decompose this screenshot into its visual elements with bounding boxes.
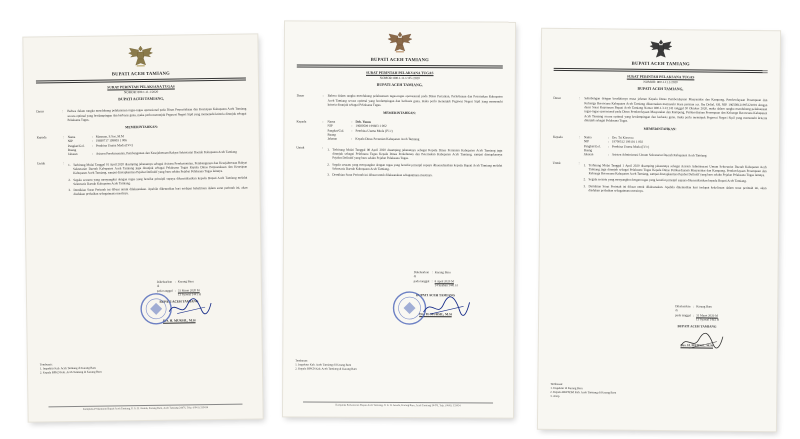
tembusan-list: Tembusan: 1. Inspektur Kab. Aceh Tamiang di Karang Baru 2. Kepala BPKD Kab. Aceh Tamiang di Karang Baru — [295, 358, 357, 371]
list-item: 2. Segala sesuatu yang menyangkut dengan tugas yang bersifat prinsipil supaya dikonsultasikan kepada Bupati Aceh Tamiang melalui Sekretaris Daerah Kabupaten Aceh Tamiang. — [68, 175, 248, 186]
field-jabatan: Jabatan : Kepala Dinas Pertanian Kabupaten Aceh Tamiang — [327, 136, 420, 142]
dasar-text: Sehubungan dengan berakhirnya masa jabatan Kepala Dinas Pemberdayaan Masyarakat dan Kampung, Pemberdayaan Perempuan dan Keluarga Berencana Kabupaten Aceh Tamiang dikarenakan memasuki masa pensiun a.n. Ibu Delial, SH, NIP. 196508121995121001 dengan dasar Surat Keputusan Bupati Aceh Tamiang Nomor 800.1.3.1/1142 tanggal 30 Oktober 2020, maka dalam rangka mendukung pelaksanaan tugas-tugas operasional pada Dinas Pemberdayaan Masyarakat dan Kampung, Pemberdayaan Perempuan dan Keluarga Berencana Kabupaten Aceh Tamiang secara optimal yang berdampingan dan berbasis guna, maka perlu menunjuk Pegawai Negeri Sipil yang memenuhi kriteria ditunjuk sebagai Pelaksana Tugas. — [584, 96, 768, 123]
letter-footer: Kompleks Perkantoran Bupati Aceh Tamiang, Jl. Ir. H. Juanda, Karang Baru, Aceh Tamiang 24476, Telp. (0641) 333434 — [40, 403, 250, 411]
dasar-text: Bahwa dalam rangka mendukung pelaksanaan tugas-tugas operasional pada Dinas Perpustakaan dan Kearsipan Kabupaten Aceh Tamiang secara optimal yang berdampingan dan berbasis guna, maka perlu menunjuk Pegawai Negeri Sipil yang memenuhi kriteria ditunjuk sebagai Pelaksana Tugas. — [67, 107, 247, 123]
issue-place-date: Dikeluarkan di : Karang Baru pada tanggal : 31 Maret 2020 M 13 Syawal 1441 H BUPATI ACEH TAMIANG Drs. H. MURSIL, M.Si — [675, 304, 720, 348]
field-nip: NIP : 19700512 199101 1 002 — [583, 139, 644, 145]
dasar-label: Dasar — [553, 96, 561, 101]
dasar-text: Bahwa dalam rangka mendukung pelaksanaan tugas-tugas operasional pada Dinas Pertanian, Perkebunan dan Peternakan Kabupaten Aceh Tamiang secara optimal yang berdampingan dan berbasis guna, maka perlu menunjuk Pegawai Negeri Sipil yang memenuhi kriteria ditunjuk sebagai Pelaksana Tugas. — [327, 94, 503, 107]
list-item: 1. Terhitung Mulai Tanggal 08 April 2020 disamping jabatannya sebagai Kepala Dinas Pertanian Kabupaten Aceh Tamiang juga ditunjuk sebagai Pelaksana Tugas Kepala Dinas Perkebunan dan Peternakan Kabupaten Aceh Tamiang, sampai ditetapkannya Pejabat Definitif yang baru selaku Pejabat Pelaksana Tugas. — [327, 147, 503, 161]
dasar-label: Dasar — [296, 93, 305, 98]
memerintahkan-heading: MEMERINTAHKAN: — [383, 111, 417, 116]
untuk-label: Untuk — [296, 145, 305, 150]
signer-title: BUPATI ACEH TAMIANG — [159, 299, 199, 305]
letter-authority: BUPATI ACEH TAMIANG — [370, 56, 429, 63]
signer-name: Drs. H. MURSIL, M.Si — [419, 312, 452, 317]
letter-authority: BUPATI ACEH TAMIANG — [111, 70, 170, 77]
issue-place-date: Dikeluarkan di : Karang Baru pada tanggal : 8 April 2020 M 14 Syaban 1441 H BUPATI ACEH TAMIANG Drs. H. MURSIL, M.Si — [413, 270, 458, 317]
issuer-heading: BUPATI ACEH TAMIANG, — [637, 87, 684, 92]
header-rule — [297, 65, 503, 69]
tembusan-list: Tembusan: 1. Inspektur di Karang Baru 2. Kepala BKPSDM Kab. Aceh Tamiang di Karang Baru 3. Arsip — [550, 381, 617, 398]
kepada-label: Kepada — [296, 119, 307, 124]
garuda-emblem-icon — [387, 30, 413, 54]
header-rule — [554, 68, 768, 73]
memerintahkan-heading: MEMERINTAHKAN: — [643, 127, 677, 132]
signer-name: Drs. H. MURSIL, M.Si — [680, 343, 714, 348]
field-nip: NIP : 19690717 199803 1 006 — [67, 138, 127, 144]
field-nama: Nama : Drs. Tri Kisworo — [583, 135, 634, 140]
signature-icon — [167, 297, 213, 318]
letter-1: BUPATI ACEH TAMIANG SURAT PERINTAH PELAKSANA TUGAS NOMOR: 800.1.11.1/2020 BUPATI ACEH TAMIANG, Dasar : Bahwa dalam rangka mendukung pelaksanaan tugas-tugas operasional pada Dinas Perpustakaan dan Kearsipan Kabupaten Aceh Tamiang secara optimal yang berdampingan dan berbasis guna, maka perlu menunjuk Pegawai Negeri Sipil yang memenuhi kriteria ditunjuk sebagai Pelaksana Tugas. MEMERINTAHKAN: Kepada : Nama : Marzuan, S.Sos, M.M NIP : 19690717 199803 1 006 Pangkat/Gol. Ruang : Pembina Utama Muda (IV/c) Jabatan : Asisten Perekonomian, Pembangunan dan Kesejahteraan Rakyat Sekretariat Daerah Kabupaten Aceh Tamiang Untuk : 1. Terhitung Mulai Tanggal 01 April 2020 disamping jabatannya sebagai Asisten Perekonomian, Pembangunan dan Kesejahteraan Rakyat Sekretariat Daerah Kabupaten Aceh Tamiang juga ditunjuk sebagai Pelaksana Tugas Kepala Dinas Perpustakaan dan Kearsipan Kabupaten Aceh Tamiang, sampai ditetapkannya Pejabat Definitif yang baru selaku Pejabat Pelaksana Tugas lainnya. 2. Segala sesuatu yang menyangkut dengan tugas yang bersifat prinsipil supaya dikonsultasikan kepada Bupati Aceh Tamiang melalui Sekretaris Daerah Kabupaten Aceh Tamiang. 3. Demikian Surat Perintah ini dibuat untuk dilaksanakan. Apabila dikemudian hari terdapat kekeliruan dalam surat perintah ini, akan diadakan perbaikan sebagaimana mestinya. Dikeluarkan di : Karang Baru pada tanggal : 31 Maret 2020 M 13 Syawal 1441 H BUPATI ACEH TAMIANG Drs. H. MURSIL, M.Si Tembusan: 1. Inspektur Kab. Aceh Tamiang di Karang Baru 2. Kepala BPKD Kab. Aceh Tamiang di Karang Baru Kompleks Perkantoran Bupati Aceh Tamiang, Jl. Ir. H. Juanda, Karang Baru, Aceh Tamiang 24476, Telp. (0641) 333434 — [23, 34, 262, 421]
issue-place-date: Dikeluarkan di : Karang Baru pada tanggal : 31 Maret 2020 M 13 Syawal 1441 H BUPATI ACEH TAMIANG Drs. H. MURSIL, M.Si — [156, 279, 201, 323]
garuda-emblem-icon — [649, 38, 673, 60]
field-jabatan: Jabatan : Asisten Perekonomian, Pembangunan dan Kesejahteraan Rakyat Sekretariat Daerah Kabupaten Aceh Tamiang — [67, 149, 237, 157]
header-rule — [36, 78, 246, 84]
letter-number: NOMOR: 800.1.11.1/2020 — [123, 89, 159, 95]
kepada-label: Kepada — [552, 134, 563, 139]
signature-icon — [421, 296, 471, 318]
letter-title: SURAT PERINTAH PELAKSANA TUGAS — [107, 84, 175, 90]
field-pangkat: Pangkat/Gol. Ruang : Pembina Utama Muda (IV/c) — [327, 128, 393, 137]
letter-number: NOMOR: 800.1.11.1/2020 — [643, 79, 678, 85]
untuk-label: Untuk — [37, 160, 46, 166]
tembusan-list: Tembusan: 1. Inspektur Kab. Aceh Tamiang di Karang Baru 2. Kepala BPKD Kab. Aceh Tamiang di Karang Baru — [39, 362, 102, 375]
list-item: 3. Demikian Surat Perintah ini dibuat untuk dilaksanakan sebagaimana mestinya. — [327, 172, 433, 178]
field-pangkat: Pangkat/Gol. Ruang : Pembina Utama Muda (IV/c) — [67, 142, 134, 152]
field-nama: Nama : Drh. Yunus — [327, 119, 372, 124]
letter-title: SURAT PERINTAH PELAKSANA TUGAS — [365, 71, 434, 76]
untuk-label: Untuk — [552, 160, 561, 165]
field-nip: NIP : 19680509 199603 1 002 — [327, 123, 387, 129]
letter-title: SURAT PERINTAH PELAKSANA TUGAS — [626, 74, 695, 80]
letter-3: BUPATI ACEH TAMIANG SURAT PERINTAH PELAKSANA TUGAS NOMOR: 800.1.11.1/2020 BUPATI ACEH TAMIANG, Dasar : Sehubungan dengan berakhirnya masa jabatan Kepala Dinas Pemberdayaan Masyarakat dan Kampung, Pemberdayaan Perempuan dan Keluarga Berencana Kabupaten Aceh Tamiang dikarenakan memasuki masa pensiun a.n. Ibu Delial, SH, NIP. 196508121995121001 dengan dasar Surat Keputusan Bupati Aceh Tamiang Nomor 800.1.3.1/1142 tanggal 30 Oktober 2020, maka dalam rangka mendukung pelaksanaan tugas-tugas operasional pada Dinas Pemberdayaan Masyarakat dan Kampung, Pemberdayaan Perempuan dan Keluarga Berencana Kabupaten Aceh Tamiang secara optimal yang berdampingan dan berbasis guna, maka perlu menunjuk Pegawai Negeri Sipil yang memenuhi kriteria ditunjuk sebagai Pelaksana Tugas. MEMERINTAHKAN: Kepada : Nama : Drs. Tri Kisworo NIP : 19700512 199101 1 002 Pangkat/Gol. Ruang : Pembina Utama Muda (IV/c) Jabatan : Asisten Administrasi Umum Sekretariat Daerah Kabupaten Aceh Tamiang Untuk : 1. Terhitung Mulai Tanggal 1 April 2020 disamping jabatannya sebagai Asisten Administrasi Umum Sekretariat Daerah Kabupaten Aceh Tamiang juga ditunjuk sebagai Pelaksana Tugas Kepala Dinas Pemberdayaan Masyarakat dan Kampung, Pemberdayaan Perempuan dan Keluarga Berencana Kabupaten Aceh Tamiang, sampai ditetapkannya Pejabat Definitif yang baru selaku Pejabat Pelaksana Tugas lainnya. 2. Segala sesuatu yang menyangkut dengan tugas yang bersifat prinsipil supaya dikonsultasikan kepada Bupati Aceh Tamiang. 3. Demikian Surat Perintah ini dibuat untuk dilaksanakan. Apabila dikemudian hari terdapat kekeliruan dalam surat perintah ini, akan diadakan perbaikan sebagaimana mestinya. Dikeluarkan di : Karang Baru pada tanggal : 31 Maret 2020 M 13 Syawal 1441 H BUPATI ACEH TAMIANG Drs. H. MURSIL, M.Si Tembusan: 1. Inspektur di Karang Baru 2. Kepala BKPSDM Kab. Aceh Tamiang di Karang Baru 3. Arsip — [538, 29, 780, 431]
list-item: 2. Segala sesuatu yang menyangkut dengan tugas yang bersifat prinsipil supaya dikonsultasikan kepada Bupati Aceh Tamiang. — [583, 177, 747, 184]
field-pangkat: Pangkat/Gol. Ruang : Pembina Utama Muda (IV/c) — [583, 143, 650, 153]
signer-title: BUPATI ACEH TAMIANG — [677, 324, 717, 329]
signature-icon — [679, 330, 725, 352]
letter-2: BUPATI ACEH TAMIANG SURAT PERINTAH PELAKSANA TUGAS NOMOR: 800.1.11.1/ 85 /2020 BUPATI ACEH TAMIANG, Dasar : Bahwa dalam rangka mendukung pelaksanaan tugas-tugas operasional pada Dinas Pertanian, Perkebunan dan Peternakan Kabupaten Aceh Tamiang secara optimal yang berdampingan dan berbasis guna, maka perlu menunjuk Pegawai Negeri Sipil yang memenuhi kriteria ditunjuk sebagai Pelaksana Tugas. MEMERINTAHKAN: Kepada : Nama : Drh. Yunus NIP : 19680509 199603 1 002 Pangkat/Gol. Ruang : Pembina Utama Muda (IV/c) Jabatan : Kepala Dinas Pertanian Kabupaten Aceh Tamiang Untuk : 1. Terhitung Mulai Tanggal 08 April 2020 disamping jabatannya sebagai Kepala Dinas Pertanian Kabupaten Aceh Tamiang juga ditunjuk sebagai Pelaksana Tugas Kepala Dinas Perkebunan dan Peternakan Kabupaten Aceh Tamiang, sampai ditetapkannya Pejabat Definitif yang baru selaku Pejabat Pelaksana Tugas. 2. Segala sesuatu yang menyangkut dengan tugas yang bersifat prinsipil supaya dikonsultasikan kepada Bupati Aceh Tamiang melalui Sekretaris Daerah Kabupaten Aceh Tamiang. 3. Demikian Surat Perintah ini dibuat untuk dilaksanakan sebagaimana mestinya. Dikeluarkan di : Karang Baru pada tanggal : 8 April 2020 M 14 Syaban 1441 H BUPATI ACEH TAMIANG Drs. H. MURSIL, M.Si Tembusan: 1. Inspektur Kab. Aceh Tamiang di Karang Baru 2. Kepala BPKD Kab. Aceh Tamiang di Karang Baru Kompleks Perkantoran Bupati Aceh Tamiang, Jl. Ir. H. Juanda, Karang Baru, Aceh Tamiang 24476, Telp. (0641) 333434 — [283, 21, 515, 417]
list-item: 1. Terhitung Mulai Tanggal 01 April 2020 disamping jabatannya sebagai Asisten Perekonomian, Pembangunan dan Kesejahteraan Rakyat Sekretariat Daerah Kabupaten Aceh Tamiang juga ditunjuk sebagai Pelaksana Tugas Kepala Dinas Perpustakaan dan Kearsipan Kabupaten Aceh Tamiang, sampai ditetapkannya Pejabat Definitif yang baru selaku Pejabat Pelaksana Tugas lainnya. — [68, 160, 248, 176]
field-nama: Nama : Marzuan, S.Sos, M.M — [67, 134, 124, 140]
issuer-heading: BUPATI ACEH TAMIANG, — [376, 83, 423, 88]
dasar-label: Dasar — [36, 109, 44, 114]
issuer-heading: BUPATI ACEH TAMIANG, — [118, 97, 165, 102]
garuda-emblem-icon — [127, 44, 153, 68]
letter-authority: BUPATI ACEH TAMIANG — [631, 60, 690, 67]
signer-name: Drs. H. MURSIL, M.Si — [162, 318, 196, 323]
field-jabatan: Jabatan : Asisten Administrasi Umum Sekretariat Daerah Kabupaten Aceh Tamiang — [583, 152, 707, 158]
list-item: 2. Segala sesuatu yang menyangkut dengan tugas yang bersifat prinsipil supaya dikonsultasikan kepada Bupati Aceh Tamiang melalui Sekretaris Daerah Kabupaten Aceh Tamiang. — [327, 162, 503, 171]
letter-number: NOMOR: 800.1.11.1/ 85 /2020 — [379, 75, 420, 81]
letter-footer: Kompleks Perkantoran Bupati Aceh Tamiang, Jl. Ir. H. Juanda, Karang Baru, Aceh Tamiang 24476, Telp. (0641) 333434 — [295, 401, 501, 407]
list-item: 3. Demikian Surat Perintah ini dibuat untuk dilaksanakan. Apabila dikemudian hari terdapat kekeliruan dalam surat perintah ini, akan diadakan perbaikan sebagaimana mestinya. — [68, 185, 248, 197]
list-item: 3. Demikian Surat Perintah ini dibuat untuk dilaksanakan. Apabila dikemudian hari terdapat kekeliruan dalam surat perintah ini, akan diadakan perbaikan sebagaimana mestinya. — [583, 183, 767, 193]
list-item: 1. Terhitung Mulai Tanggal 1 April 2020 disamping jabatannya sebagai Asisten Administrasi Umum Sekretariat Daerah Kabupaten Aceh Tamiang juga ditunjuk sebagai Pelaksana Tugas Kepala Dinas Pemberdayaan Masyarakat dan Kampung, Pemberdayaan Perempuan dan Keluarga Berencana Kabupaten Aceh Tamiang, sampai ditetapkannya Pejabat Definitif yang baru selaku Pejabat Pelaksana Tugas lainnya. — [583, 162, 767, 178]
kepada-label: Kepada — [36, 135, 47, 140]
signer-title: BUPATI ACEH TAMIANG — [416, 293, 456, 298]
memerintahkan-heading: MEMERINTAHKAN: — [125, 125, 159, 130]
